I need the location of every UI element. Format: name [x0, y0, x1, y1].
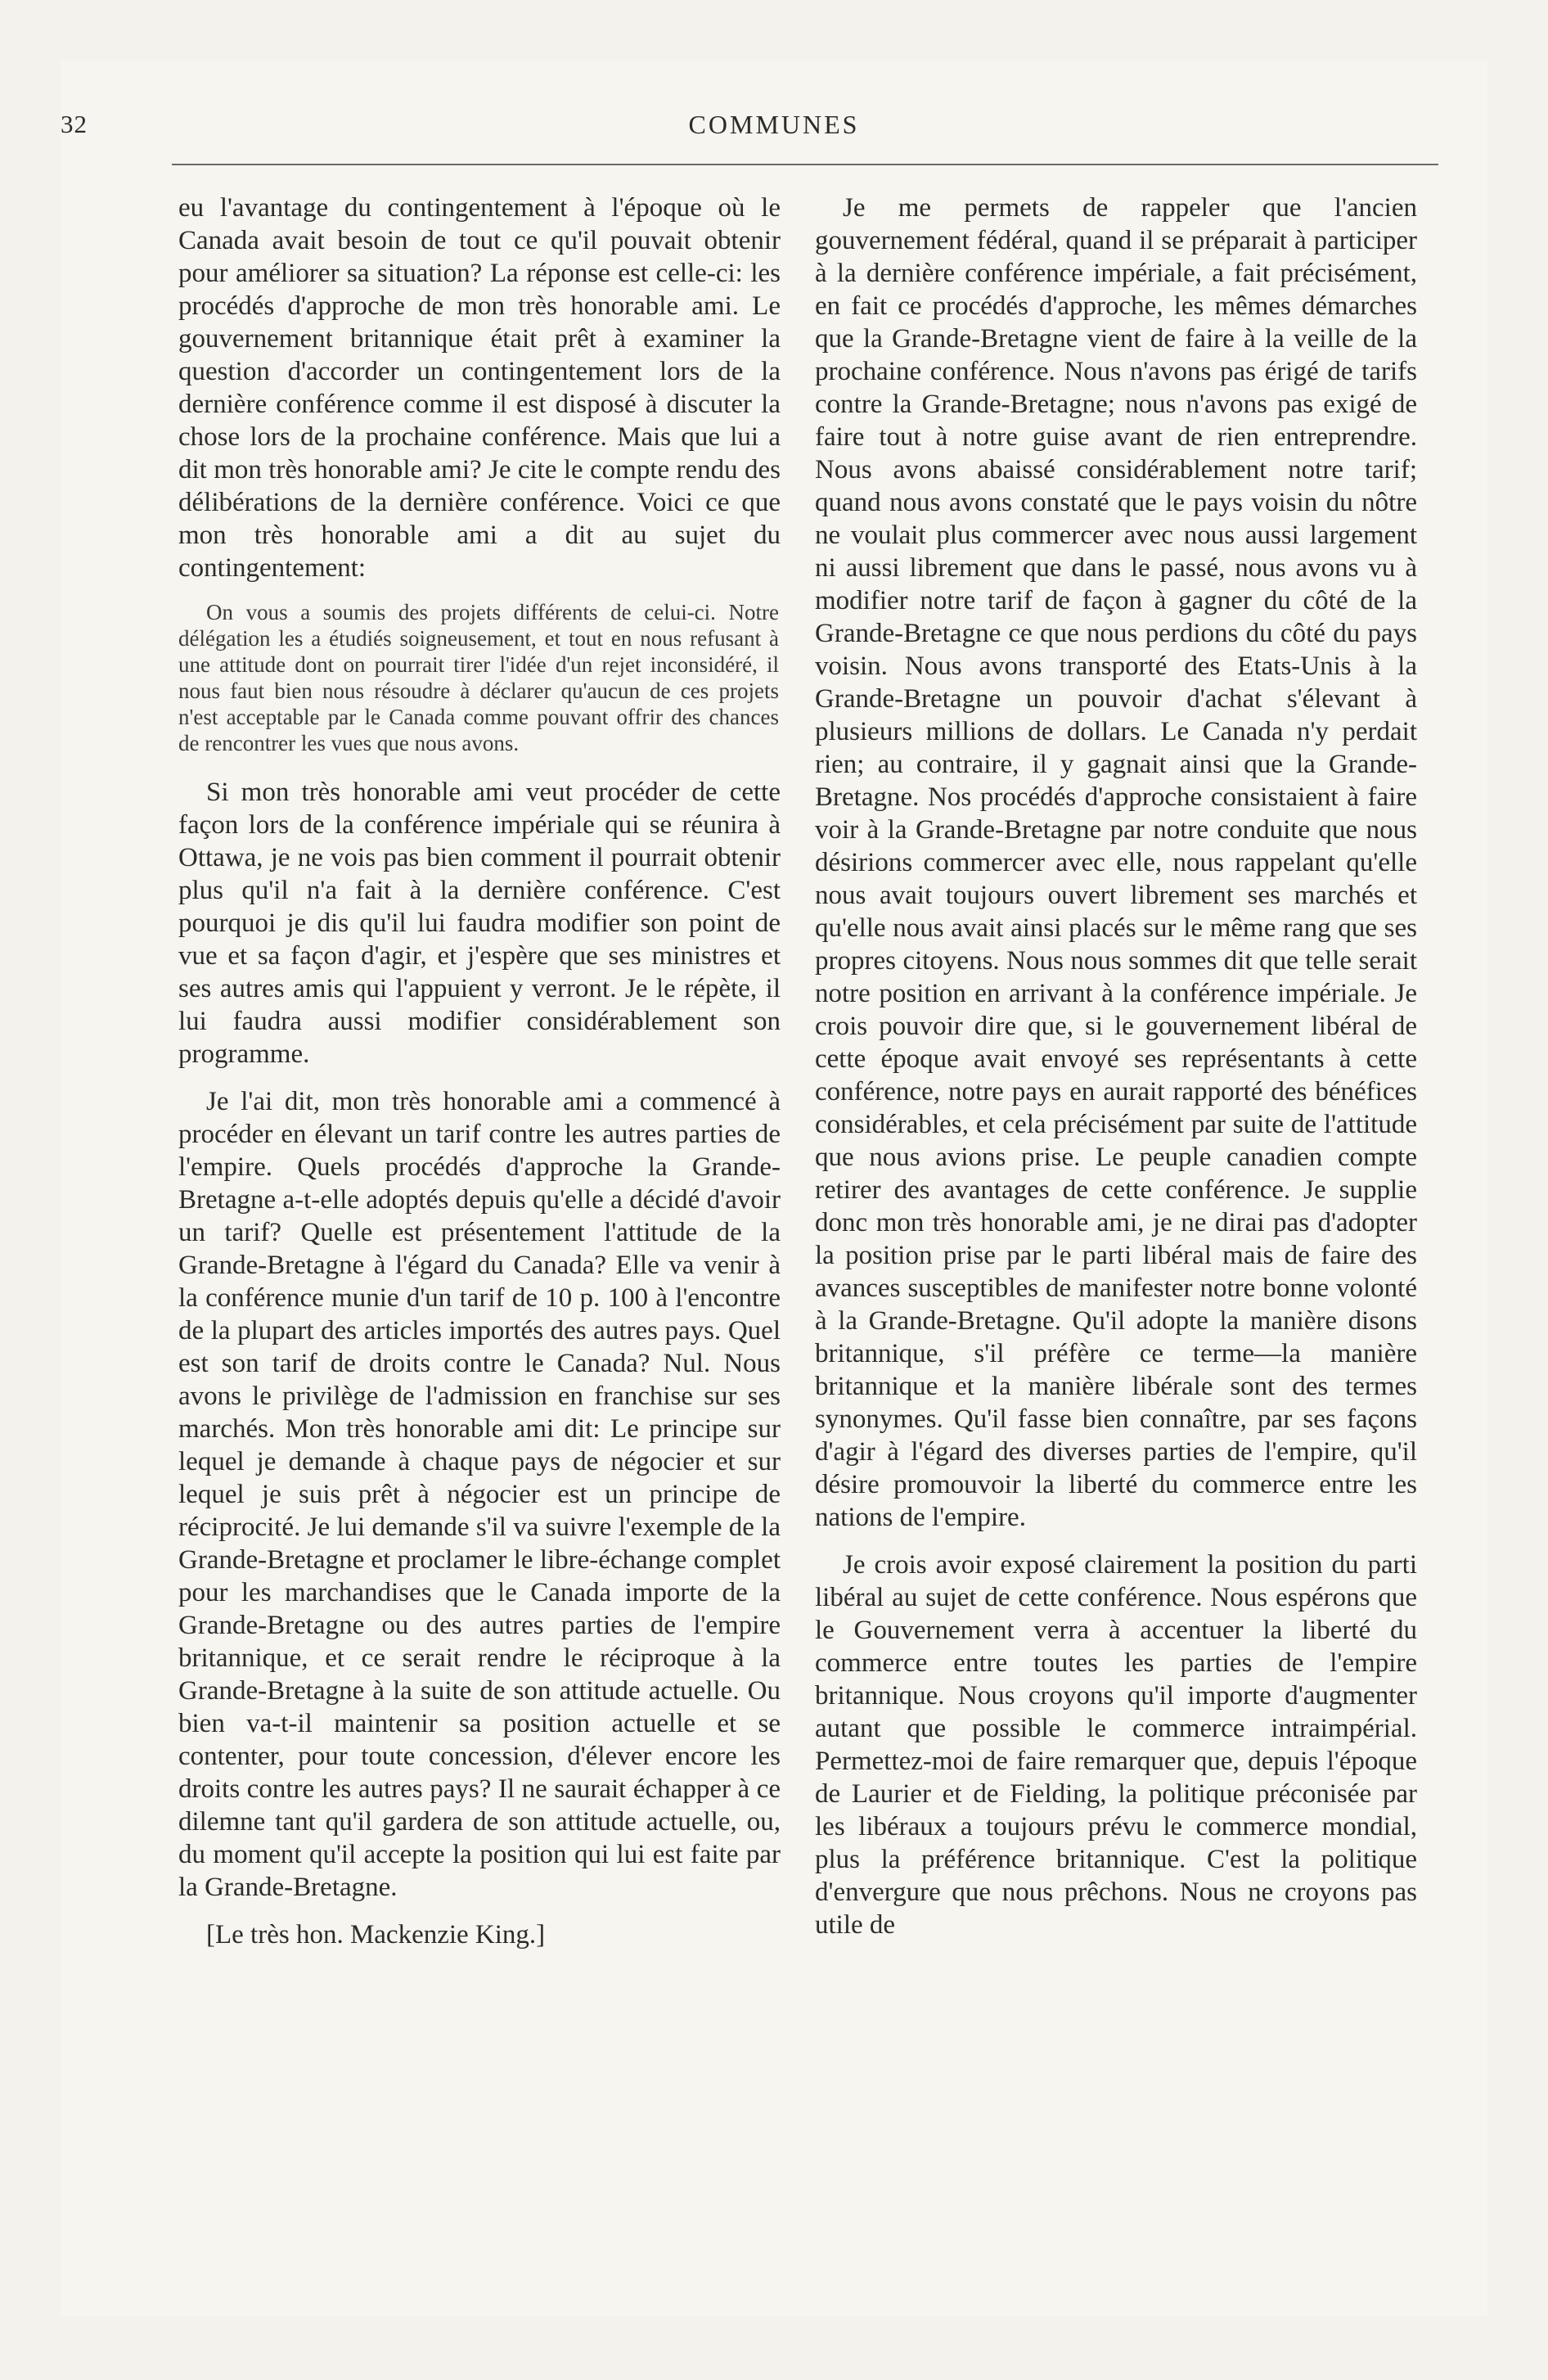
page-number: 32 — [61, 110, 88, 138]
running-title: COMMUNES — [688, 110, 860, 139]
block-quote: On vous a soumis des projets différents de celui-ci. Notre délégation les a étudiés soigneusement, et tout en nous refusant à une attitude dont on pourrait tirer l'idée d'un rejet inconsidéré, il nous faut bien nous résoudre à déclarer qu'aucun de ces projets n'est acceptable par le Canada comme pouvant offrir des chances de rencontrer les vues que nous avons. — [178, 600, 779, 755]
paragraph: Si mon très honorable ami veut procéder de cette façon lors de la conférence impériale qui se réunira à Ottawa, je ne vois pas bien comment il pourrait obtenir plus qu'il n'a fait à la dernière conférence. C'est pourquoi je dis qu'il lui faudra modifier son point de vue et sa façon d'agir, et j'espère que ses ministres et ses autres amis qui l'appuient y verront. Je le répète, il lui faudra aussi modifier considérablement son programme. — [178, 778, 781, 1069]
paragraph: Je l'ai dit, mon très honorable ami a commencé à procéder en élevant un tarif contre les autres parties de l'empire. Quels procédés d'approche la Grande-Bretagne a-t-elle adoptés depuis qu'elle a décidé d'avoir un tarif? Quelle est présentement l'attitude de la Grande-Bretagne à l'égard du Canada? Elle va venir à la conférence munie d'un tarif de 10 p. 100 à l'encontre de la plupart des articles importés des autres pays. Quel est son tarif de droits contre le Canada? Nul. Nous avons le privilège de l'admission en franchise sur ses marchés. Mon très honorable ami dit: Le principe sur lequel je demande à chaque pays de négocier et sur lequel je suis prêt à négocier est un principe de réciprocité. Je lui demande s'il va suivre l'exemple de la Grande-Bretagne et proclamer le libre-échange complet pour les marchandises que le Canada importe de la Grande-Bretagne ou des autres parties de l'empire britannique, et ce serait rendre le réciproque à la Grande-Bretagne à la suite de son attitude actuelle. Ou bien va-t-il maintenir sa position actuelle et se contenter, pour toute concession, d'élever encore les droits contre les autres pays? Il ne saurait échapper à ce dilemne tant qu'il gardera de son attitude actuelle, ou, du moment qu'il accepte la position qui lui est faite par la Grande-Bretagne. — [178, 1087, 781, 1902]
paragraph: eu l'avantage du contingentement à l'époque où le Canada avait besoin de tout ce qu'il pouvait obtenir pour améliorer sa situation? La réponse est celle-ci: les procédés d'approche de mon très honorable ami. Le gouvernement britannique était prêt à examiner la question d'accorder un contingentement lors de la dernière conférence comme il est disposé à discuter la chose lors de la prochaine conférence. Mais que lui a dit mon très honorable ami? Je cite le compte rendu des délibérations de la dernière conférence. Voici ce que mon très honorable ami a dit au sujet du contingentement: — [178, 193, 781, 583]
header-rule — [172, 164, 1438, 165]
left-column — [178, 192, 781, 1951]
paragraph: Je crois avoir exposé clairement la position du parti libéral au sujet de cette conférence. Nous espérons que le Gouvernement verra à accentuer la liberté du commerce entre toutes les parties de l'empire britannique. Nous croyons qu'il importe d'augmenter autant que possible le commerce intraimpérial. Permettez-moi de faire remarquer que, depuis l'époque de Laurier et de Fielding, la politique préconisée par les libéraux a toujours prévu le commerce mondial, plus la préférence britannique. C'est la politique d'envergure que nous prêchons. Nous ne croyons pas utile de — [815, 1550, 1417, 1940]
right-column — [815, 192, 1417, 1941]
speaker-attribution: [Le très hon. Mackenzie King.] — [206, 1920, 546, 1950]
paragraph: Je me permets de rappeler que l'ancien gouvernement fédéral, quand il se préparait à participer à la dernière conférence impériale, a fait précisément, en fait ce procédés d'approche, les mêmes démarches que la Grande-Bretagne vient de faire à la veille de la prochaine conférence. Nous n'avons pas érigé de tarifs contre la Grande-Bretagne; nous n'avons pas exigé de faire tout à notre guise avant de rien entreprendre. Nous avons abaissé considérablement notre tarif; quand nous avons constaté que le pays voisin du nôtre ne voulait plus commercer avec nous aussi largement ni aussi librement que dans le passé, nous avons vu à modifier notre tarif de façon à gagner du côté de la Grande-Bretagne ce que nous perdions du côté du pays voisin. Nous avons transporté des Etats-Unis à la Grande-Bretagne un pouvoir d'achat s'élevant à plusieurs millions de dollars. Le Canada n'y perdait rien; au contraire, il y gagnait ainsi que la Grande-Bretagne. Nos procédés d'approche consistaient à faire voir à la Grande-Bretagne par notre conduite que nous désirions commercer avec elle, nous rappelant qu'elle nous avait toujours ouvert librement ses marchés et qu'elle nous avait ainsi placés sur le même rang que ses propres citoyens. Nous nous sommes dit que telle serait notre position en arrivant à la conférence impériale. Je crois pouvoir dire que, si le gouvernement libéral de cette époque avait envoyé ses représentants à cette conférence, notre pays en aurait rapporté des bénéfices considérables, et cela précisément par suite de l'attitude que nous avions prise. Le peuple canadien compte retirer des avantages de cette conférence. Je supplie donc mon très honorable ami, je ne dirai pas d'adopter la position prise par le parti libéral mais de faire des avances susceptibles de manifester notre bonne volonté à la Grande-Bretagne. Qu'il adopte la manière disons britannique, s'il préfère ce terme—la manière britannique et la manière libérale sont des termes synonymes. Qu'il fasse bien connaître, par ses façons d'agir à l'égard des diverses parties de l'empire, qu'il désire promouvoir la liberté du commerce entre les nations de l'empire. — [815, 193, 1417, 1532]
